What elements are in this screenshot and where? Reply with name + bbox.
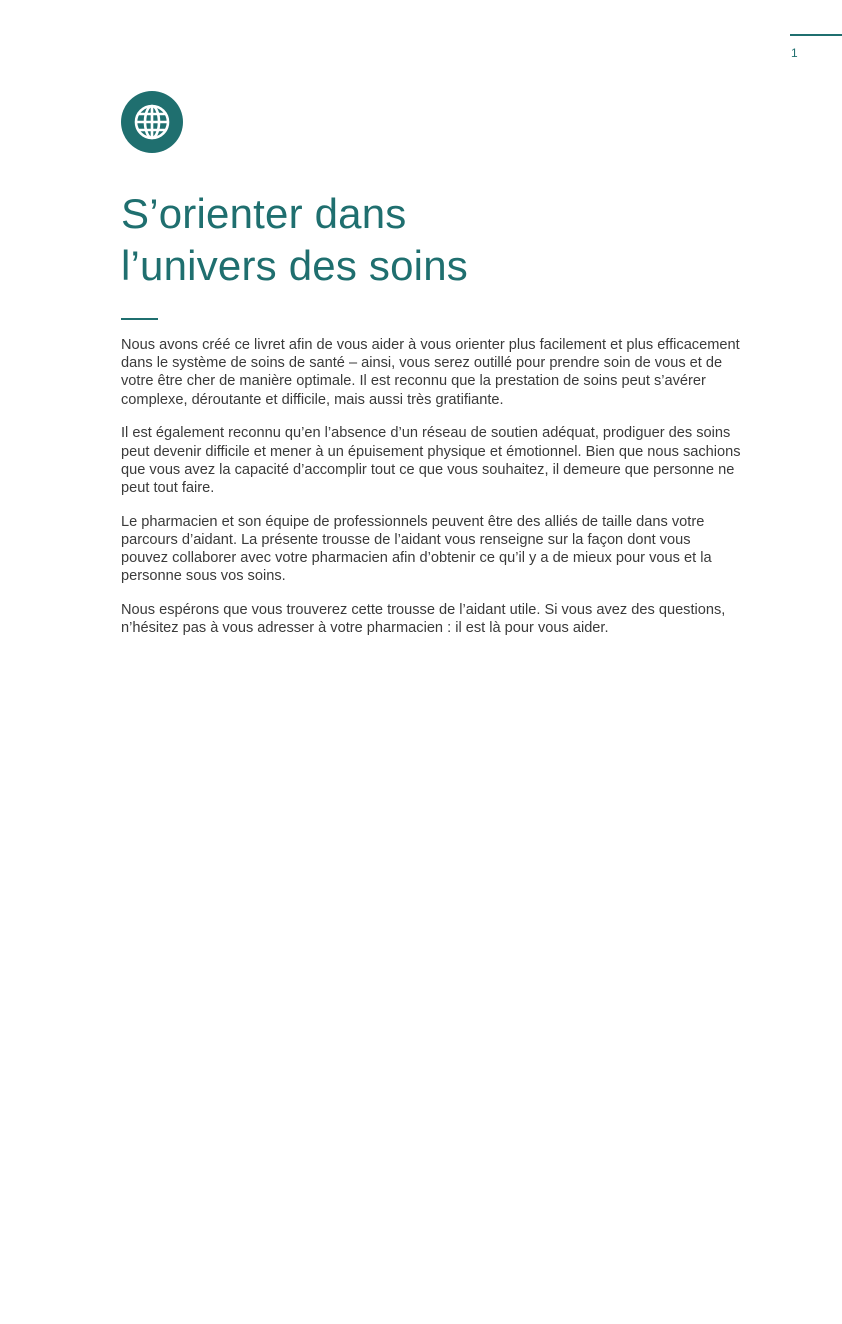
globe-badge <box>121 91 183 153</box>
paragraph-support-network: Il est également reconnu qu’en l’absence d’un réseau de soutien adéquat, prodiguer des soins peut devenir difficile et mener à un épuisement physique et émotionnel. Bien que nous sachions que vous avez la capacité d’accomplir tout ce que vous souhaitez, il demeure que personne ne peut tout faire. <box>121 425 741 496</box>
page-title-line-1: S’orienter dans <box>121 190 407 237</box>
globe-icon <box>133 103 171 141</box>
paragraph-intro: Nous avons créé ce livret afin de vous aider à vous orienter plus facilement et plus efficacement dans le système de soins de santé – ainsi, vous serez outillé pour prendre soin de vous et de votre être cher de manière optimale. Il est reconnu que la prestation de soins peut s’avérer complexe, déroutante et difficile, mais aussi très gratifiante. <box>121 337 740 408</box>
page-title <box>121 188 468 292</box>
page-number: 1 <box>791 46 798 60</box>
page-number-rule <box>790 34 842 36</box>
paragraph-closing: Nous espérons que vous trouverez cette trousse de l’aidant utile. Si vous avez des questions, n’hésitez pas à vous adresser à votre pharmacien : il est là pour vous aider. <box>121 601 726 637</box>
body-text <box>121 336 741 653</box>
page-title-line-2: l’univers des soins <box>121 242 468 289</box>
title-divider <box>121 318 158 320</box>
paragraph-pharmacist: Le pharmacien et son équipe de professionnels peuvent être des alliés de taille dans votre parcours d’aidant. La présente trousse de l’aidant vous renseigne sur la façon dont vous pouvez collaborer avec votre pharmacien afin d’obtenir ce qu’il y a de mieux pour vous et la personne sous vos soins. <box>121 513 712 585</box>
